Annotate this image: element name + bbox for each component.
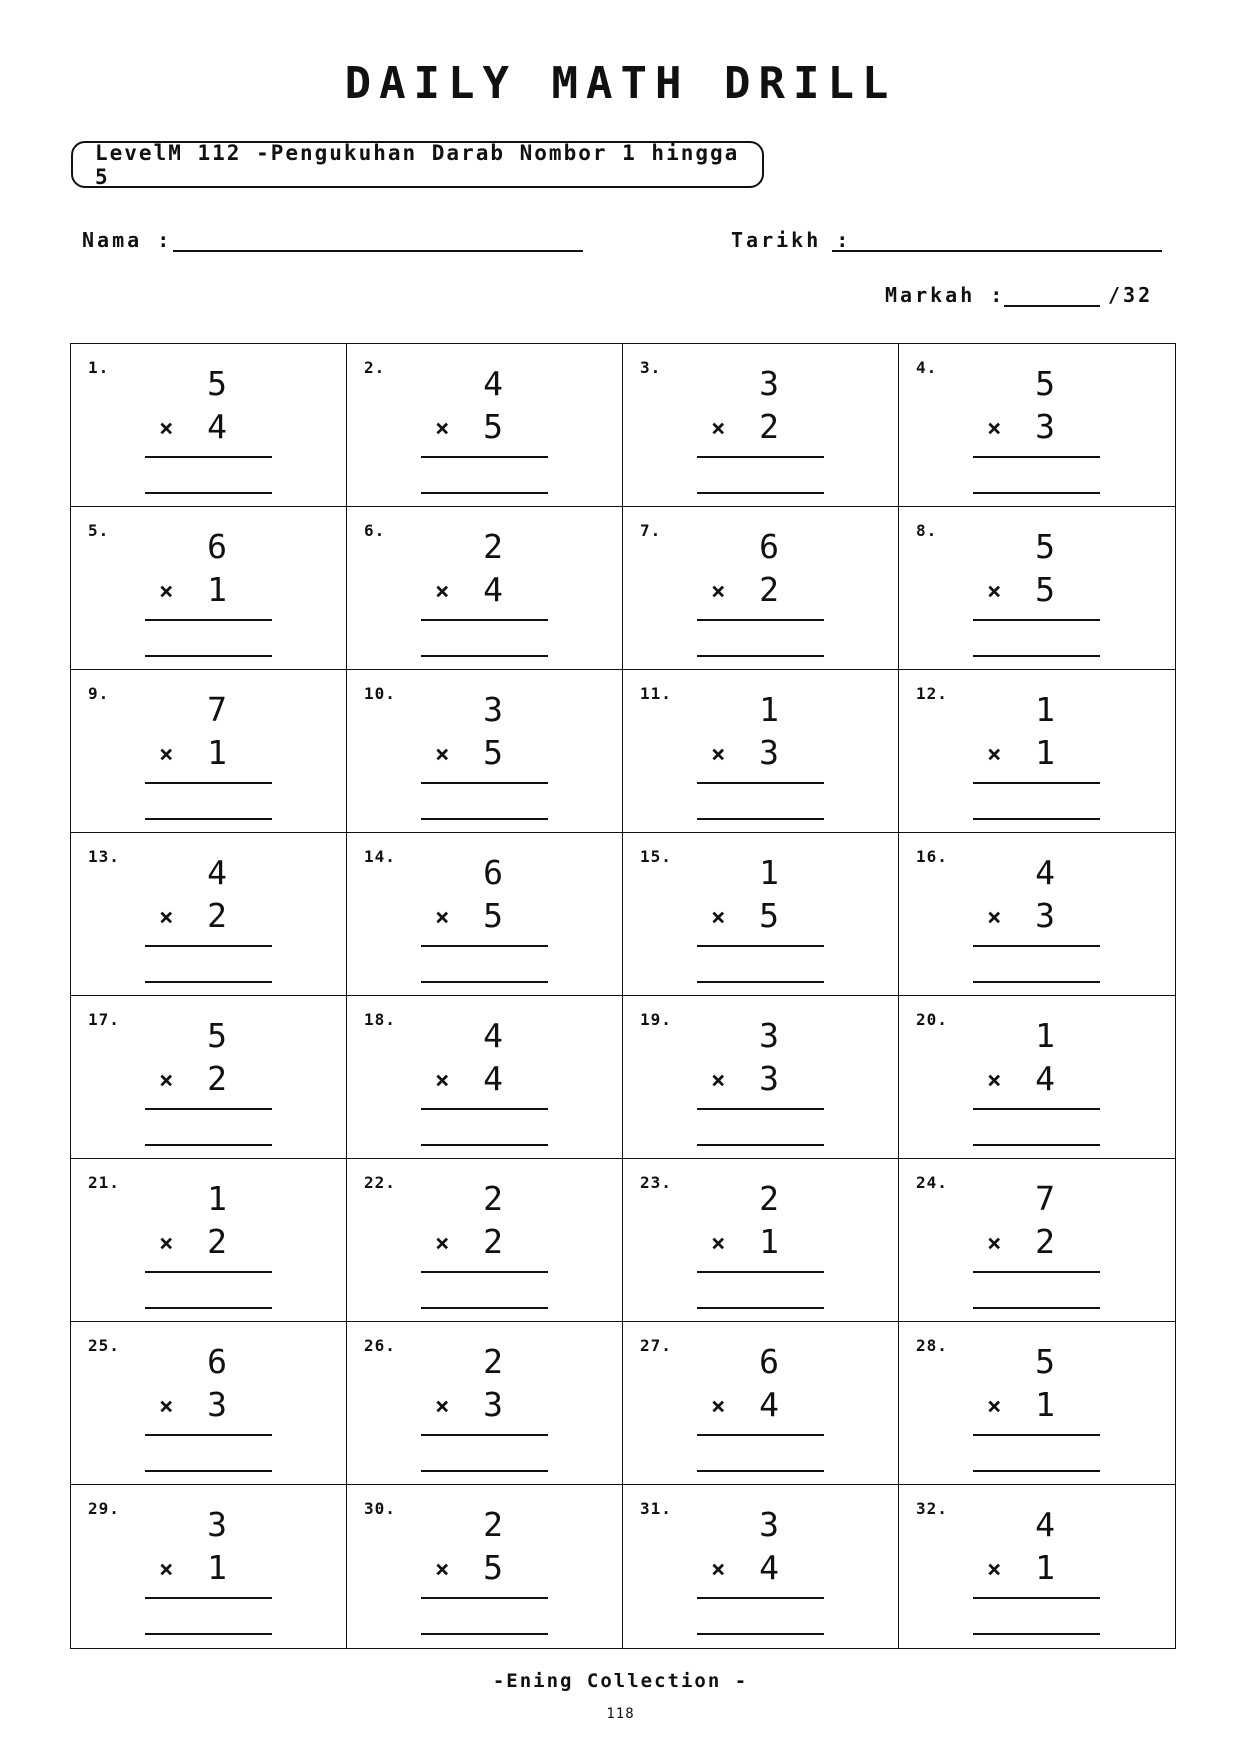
multiplicand: 4 [1035,853,1055,892]
sum-line [973,1108,1100,1110]
multiplicand: 2 [483,1179,503,1218]
problem-number: 7. [640,521,662,540]
multiplicand: 2 [483,527,503,566]
multiplicand: 4 [1035,1505,1055,1544]
answer-line[interactable] [973,655,1100,657]
problem-number: 1. [88,358,110,377]
multiplicand: 1 [207,1179,227,1218]
problem-cell [71,996,347,1159]
multiplier: 5 [483,407,503,446]
multiplicand: 3 [207,1505,227,1544]
problem-grid [70,343,1176,1649]
sum-line [145,782,272,784]
multiplicand: 6 [483,853,503,892]
multiplier: 2 [1035,1222,1055,1261]
multiplier: 4 [759,1548,779,1587]
sum-line [697,782,824,784]
problem-cell [623,507,899,670]
multiply-sign: × [987,414,1002,442]
multiplier: 1 [1035,1385,1055,1424]
problem-number: 17. [88,1010,120,1029]
multiplier: 4 [1035,1059,1055,1098]
sum-line [421,1434,548,1436]
multiplicand: 6 [207,1342,227,1381]
multiply-sign: × [435,1392,450,1420]
multiply-sign: × [987,1229,1002,1257]
sum-line [697,1434,824,1436]
date-label: Tarikh : [731,228,852,252]
sum-line [421,945,548,947]
multiply-sign: × [711,577,726,605]
problem-cell [623,996,899,1159]
answer-line[interactable] [697,1144,824,1146]
problem-cell [899,1485,1175,1648]
sum-line [145,619,272,621]
answer-line[interactable] [421,1144,548,1146]
multiply-sign: × [711,1392,726,1420]
multiplicand: 7 [1035,1179,1055,1218]
sum-line [973,1271,1100,1273]
multiplicand: 4 [207,853,227,892]
sum-line [421,1108,548,1110]
answer-line[interactable] [145,1633,272,1635]
multiply-sign: × [159,1555,174,1583]
multiply-sign: × [159,1229,174,1257]
footer-credit: -Ening Collection - [492,1670,749,1692]
answer-line[interactable] [697,1307,824,1309]
sum-line [145,1271,272,1273]
problem-cell [347,507,623,670]
problem-number: 22. [364,1173,396,1192]
sum-line [697,945,824,947]
problem-cell [71,670,347,833]
multiply-sign: × [987,740,1002,768]
multiply-sign: × [987,1066,1002,1094]
multiply-sign: × [159,903,174,931]
multiply-sign: × [435,740,450,768]
multiplier: 5 [1035,570,1055,609]
multiplier: 4 [483,1059,503,1098]
answer-line[interactable] [973,981,1100,983]
answer-line[interactable] [973,818,1100,820]
multiplicand: 5 [1035,527,1055,566]
score-total: /32 [1108,283,1154,307]
multiplier: 1 [207,570,227,609]
name-label: Nama : [82,228,173,252]
multiplier: 3 [207,1385,227,1424]
multiplier: 4 [483,570,503,609]
answer-line[interactable] [421,1633,548,1635]
sum-line [973,1597,1100,1599]
answer-line[interactable] [145,818,272,820]
multiply-sign: × [159,414,174,442]
multiply-sign: × [159,740,174,768]
multiplier: 4 [759,1385,779,1424]
answer-line[interactable] [145,1144,272,1146]
problem-cell [347,670,623,833]
sum-line [697,619,824,621]
problem-cell [623,1485,899,1648]
multiply-sign: × [711,1555,726,1583]
multiply-sign: × [711,1066,726,1094]
answer-line[interactable] [697,492,824,494]
multiply-sign: × [435,903,450,931]
multiplier: 3 [759,1059,779,1098]
multiply-sign: × [987,577,1002,605]
sum-line [697,1597,824,1599]
answer-line[interactable] [697,1470,824,1472]
problem-number: 10. [364,684,396,703]
sum-line [421,1271,548,1273]
multiplicand: 1 [759,690,779,729]
problem-cell [899,1322,1175,1485]
multiplicand: 7 [207,690,227,729]
problem-number: 16. [916,847,948,866]
answer-line[interactable] [145,981,272,983]
multiplicand: 6 [207,527,227,566]
problem-cell [71,507,347,670]
problem-number: 23. [640,1173,672,1192]
sum-line [697,1108,824,1110]
multiply-sign: × [711,740,726,768]
problem-number: 12. [916,684,948,703]
problem-cell [347,996,623,1159]
worksheet-title: DAILY MATH DRILL [344,58,897,109]
answer-line[interactable] [421,1470,548,1472]
multiplier: 3 [759,733,779,772]
answer-line[interactable] [973,492,1100,494]
problem-cell [899,1159,1175,1322]
score-label: Markah : [885,283,1006,307]
multiply-sign: × [159,1392,174,1420]
problem-cell [899,507,1175,670]
multiplicand: 2 [483,1342,503,1381]
multiplier: 2 [483,1222,503,1261]
problem-number: 11. [640,684,672,703]
problem-number: 28. [916,1336,948,1355]
multiply-sign: × [435,414,450,442]
level-banner [71,141,764,188]
multiplier: 1 [759,1222,779,1261]
problem-number: 27. [640,1336,672,1355]
multiply-sign: × [711,1229,726,1257]
sum-line [697,1271,824,1273]
answer-line[interactable] [973,1144,1100,1146]
multiplicand: 2 [759,1179,779,1218]
multiplier: 3 [483,1385,503,1424]
answer-line[interactable] [145,1307,272,1309]
problem-number: 15. [640,847,672,866]
multiplier: 3 [1035,896,1055,935]
answer-line[interactable] [421,492,548,494]
answer-line[interactable] [973,1633,1100,1635]
name-field[interactable] [173,250,583,252]
problem-cell [623,1322,899,1485]
problem-number: 26. [364,1336,396,1355]
multiplicand: 4 [483,364,503,403]
multiplicand: 5 [207,364,227,403]
sum-line [145,456,272,458]
problem-number: 4. [916,358,938,377]
multiply-sign: × [159,1066,174,1094]
answer-line[interactable] [697,1633,824,1635]
multiplicand: 2 [483,1505,503,1544]
multiplier: 4 [207,407,227,446]
answer-line[interactable] [421,981,548,983]
multiplicand: 5 [207,1016,227,1055]
problem-number: 5. [88,521,110,540]
sum-line [421,619,548,621]
answer-line[interactable] [697,981,824,983]
sum-line [973,619,1100,621]
problem-cell [71,1322,347,1485]
problem-number: 6. [364,521,386,540]
multiplicand: 1 [759,853,779,892]
multiplier: 1 [207,733,227,772]
problem-cell [899,833,1175,996]
multiplicand: 3 [759,364,779,403]
problem-number: 24. [916,1173,948,1192]
multiply-sign: × [435,1066,450,1094]
sum-line [145,1597,272,1599]
multiplier: 2 [759,570,779,609]
problem-number: 9. [88,684,110,703]
multiply-sign: × [987,1555,1002,1583]
problem-number: 30. [364,1499,396,1518]
problem-cell [623,344,899,507]
sum-line [973,456,1100,458]
problem-cell [347,344,623,507]
problem-number: 8. [916,521,938,540]
answer-line[interactable] [421,1307,548,1309]
multiplier: 2 [207,1222,227,1261]
sum-line [145,1108,272,1110]
sum-line [973,782,1100,784]
sum-line [421,782,548,784]
answer-line[interactable] [973,1307,1100,1309]
sum-line [973,1434,1100,1436]
answer-line[interactable] [145,1470,272,1472]
multiplier: 1 [1035,1548,1055,1587]
answer-line[interactable] [145,492,272,494]
problem-cell [623,670,899,833]
problem-number: 29. [88,1499,120,1518]
multiplier: 5 [483,896,503,935]
sum-line [145,1434,272,1436]
multiplicand: 6 [759,527,779,566]
problem-number: 25. [88,1336,120,1355]
problem-number: 2. [364,358,386,377]
multiplicand: 4 [483,1016,503,1055]
multiplier: 2 [759,407,779,446]
multiplier: 5 [483,733,503,772]
multiply-sign: × [987,903,1002,931]
problem-cell [347,1485,623,1648]
problem-cell [347,1322,623,1485]
multiplicand: 1 [1035,1016,1055,1055]
multiplicand: 6 [759,1342,779,1381]
problem-number: 3. [640,358,662,377]
sum-line [145,945,272,947]
multiplier: 1 [1035,733,1055,772]
problem-cell [71,833,347,996]
problem-cell [899,344,1175,507]
problem-number: 21. [88,1173,120,1192]
answer-line[interactable] [421,655,548,657]
multiplier: 2 [207,896,227,935]
score-field[interactable] [1004,305,1100,307]
sum-line [973,945,1100,947]
multiplicand: 3 [759,1016,779,1055]
date-field[interactable] [832,250,1162,252]
multiplier: 2 [207,1059,227,1098]
problem-number: 19. [640,1010,672,1029]
multiplicand: 5 [1035,1342,1055,1381]
problem-number: 14. [364,847,396,866]
multiplicand: 3 [759,1505,779,1544]
multiplier: 5 [759,896,779,935]
problem-cell [71,1485,347,1648]
problem-number: 31. [640,1499,672,1518]
level-text: LevelM 112 -Pengukuhan Darab Nombor 1 hingga 5 [95,140,740,189]
multiplier: 3 [1035,407,1055,446]
problem-cell [899,996,1175,1159]
problem-cell [347,833,623,996]
problem-cell [71,1159,347,1322]
problem-cell [347,1159,623,1322]
multiply-sign: × [711,414,726,442]
multiply-sign: × [987,1392,1002,1420]
answer-line[interactable] [973,1470,1100,1472]
problem-number: 32. [916,1499,948,1518]
problem-cell [71,344,347,507]
problem-number: 20. [916,1010,948,1029]
sum-line [421,1597,548,1599]
answer-line[interactable] [697,818,824,820]
multiplier: 5 [483,1548,503,1587]
answer-line[interactable] [145,655,272,657]
multiplicand: 3 [483,690,503,729]
problem-number: 13. [88,847,120,866]
page-number: 118 [606,1706,635,1722]
multiplicand: 1 [1035,690,1055,729]
multiply-sign: × [435,577,450,605]
problem-cell [623,1159,899,1322]
sum-line [697,456,824,458]
multiply-sign: × [711,903,726,931]
answer-line[interactable] [697,655,824,657]
problem-cell [623,833,899,996]
multiplier: 1 [207,1548,227,1587]
multiply-sign: × [435,1229,450,1257]
sum-line [421,456,548,458]
problem-number: 18. [364,1010,396,1029]
multiply-sign: × [435,1555,450,1583]
multiplicand: 5 [1035,364,1055,403]
answer-line[interactable] [421,818,548,820]
problem-cell [899,670,1175,833]
multiply-sign: × [159,577,174,605]
